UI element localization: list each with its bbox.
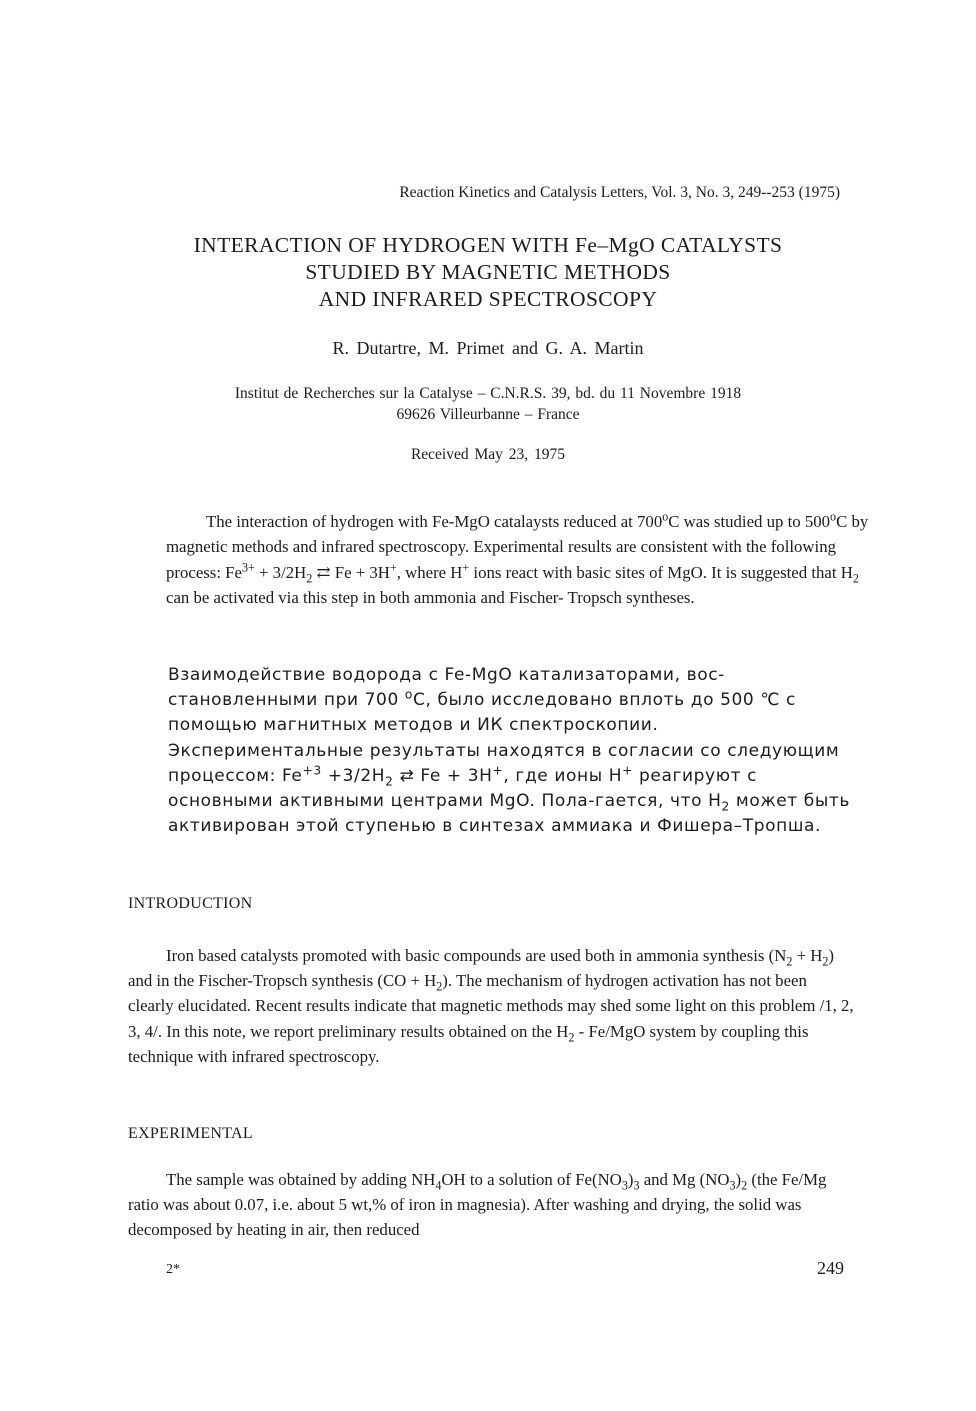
experimental-body	[128, 1167, 854, 1243]
journal-citation: Reaction Kinetics and Catalysis Letters, Vol. 3, No. 3, 249--253 (1975)	[399, 184, 840, 201]
authors: R. Dutartre, M. Primet and G. A. Martin	[332, 338, 644, 358]
affiliation-line-1: Institut de Recherches sur la Catalyse – C.N.R.S. 39, bd. du 11 Novembre 1918	[234, 385, 742, 402]
abstract-russian-paragraph: Взаимодействие водорода с Fe-MgO катализаторами, вос-становленными при 700 $^о$С, было исследовано вплоть до 500 ℃ с помощью магнитных методов и ИК спектроскопии. Экспериментальные результаты находятся в согласии со следующим процессом: $Fe^{+3} +3/2H_2$ ⇄ Fe + 3H+, где ионы H+ реагируют с основными активными центрами MgO. Пола-гается, что $H_2$ может быть активирован этой ступенью в синтезах аммиака и Фишера–Тропша.	[168, 665, 851, 837]
abstract-english-paragraph: The interaction of hydrogen with Fe-MgO catalaysts reduced at 700$^o$C was studied up to 500$^o$C by magnetic methods and infrared spectroscopy. Experimental results are consistent with the following process: $Fe^{3+} + 3/2H_2$ ⇄ Fe + 3H+, where H+ ions react with basic sites of MgO. It is suggested that $H_2$ can be activated via this step in both ammonia and Fischer- Tropsch syntheses.	[166, 509, 869, 608]
introduction-body	[128, 943, 854, 1069]
title-line-3: AND INFRARED SPECTROSCOPY	[318, 287, 658, 311]
received-date: Received May 23, 1975	[410, 446, 566, 463]
title-line-2: STUDIED BY MAGNETIC METHODS	[305, 260, 671, 284]
abstract-english	[166, 509, 884, 611]
page-number: 249	[817, 1258, 844, 1278]
paper-title	[0, 232, 976, 313]
abstract-russian	[168, 663, 858, 839]
experimental-paragraph: The sample was obtained by adding $NH_4OH$ to a solution of $Fe(NO_3)_3$ and Mg $(NO_3)_2$ (the Fe/Mg ratio was about 0.07, i.e. about 5 wt,% of iron in magnesia). After washing and drying, the solid was decomposed by heating in air, then reduced	[128, 1170, 827, 1240]
affiliation-line-2: 69626 Villeurbanne – France	[396, 406, 580, 423]
introduction-paragraph: Iron based catalysts promoted with basic compounds are used both in ammonia synthesis $(N_2 + H_2)$ and in the Fischer-Tropsch synthesis $(CO + H_2)$. The mechanism of hydrogen activation has not been clearly elucidated. Recent results indicate that magnetic methods may shed some light on this problem /1, 2, 3, 4/. In this note, we report preliminary results obtained on the $H_2 - Fe/MgO$ system by coupling this technique with infrared spectroscopy.	[128, 946, 854, 1066]
footer-signature-mark: 2*	[166, 1262, 180, 1277]
affiliation	[0, 383, 976, 425]
experimental-heading: EXPERIMENTAL	[128, 1125, 253, 1142]
introduction-heading: INTRODUCTION	[128, 895, 253, 912]
title-line-1: INTERACTION OF HYDROGEN WITH Fe–MgO CATALYSTS	[193, 233, 783, 257]
